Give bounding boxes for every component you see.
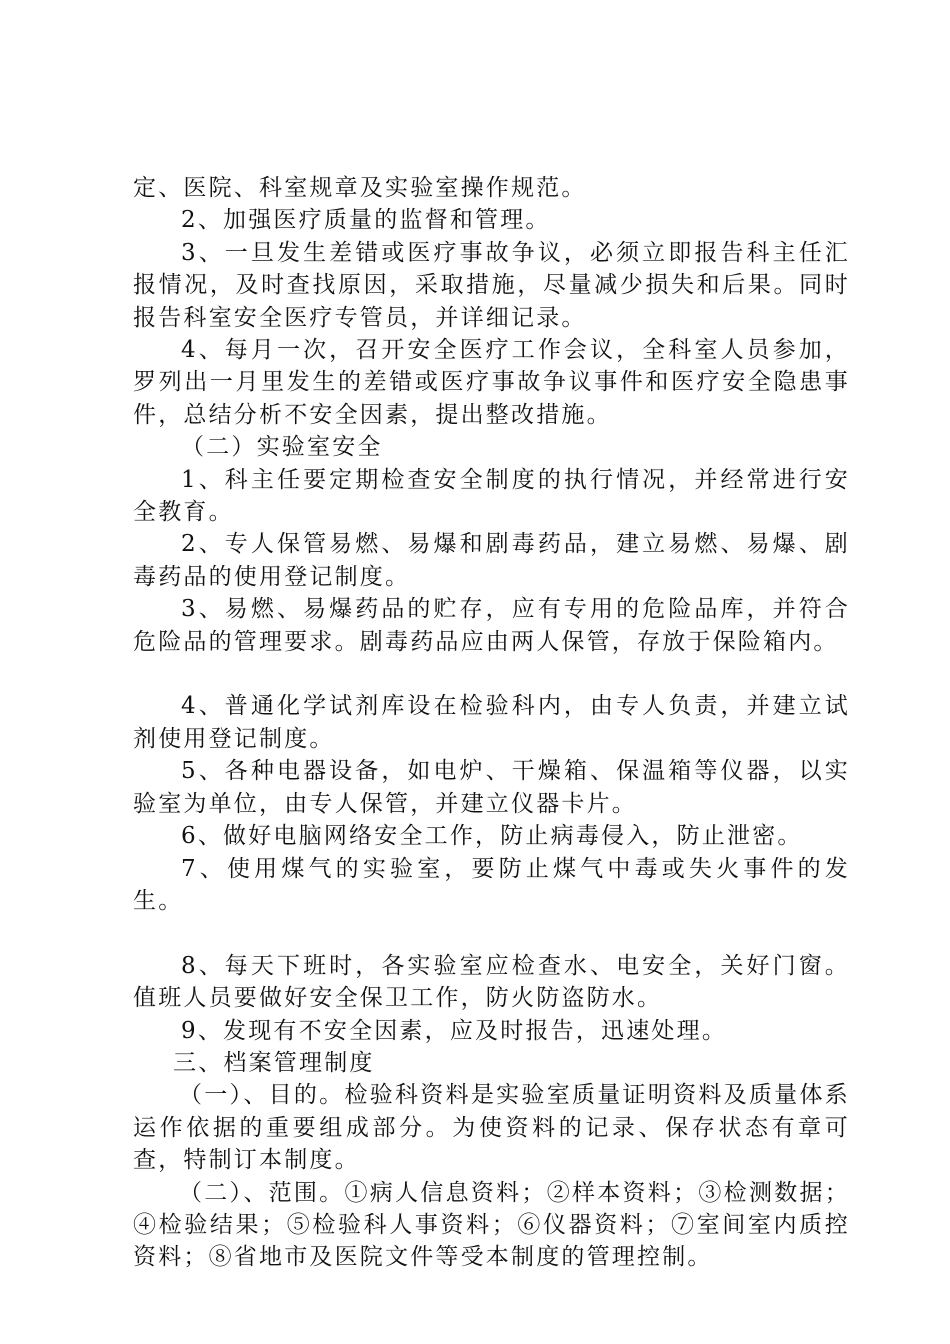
section-heading-archives: 三、档案管理制度 [173,1049,375,1076]
document-body [133,172,850,1274]
paragraph-lab-item-2: 2、专人保管易燃、易爆和剧毒药品，建立易燃、易爆、剧毒药品的使用登记制度。 [133,531,850,590]
paragraph-lab-item-3: 3、易燃、易爆药品的贮存，应有专用的危险品库，并符合危险品的管理要求。剧毒药品应由两人保管，存放于保险箱内。 [133,596,850,655]
paragraph-lab-item-8: 8、每天下班时，各实验室应检查水、电安全，关好门窗。值班人员要做好安全保卫工作，防火防盗防水。 [133,952,850,1012]
blank-line [133,658,850,690]
paragraph-archives-scope: （二）、范围。①病人信息资料；②样本资料；③检测数据；④检验结果；⑤检验科人事资料；⑥仪器资料；⑦室间室内质控资料；⑧省地市及医院文件等受本制度的管理控制。 [133,1179,850,1271]
paragraph-lab-item-9: 9、发现有不安全因素，应及时报告，迅速处理。 [181,1017,728,1044]
blank-line [133,917,850,949]
paragraph-item-3: 3、一旦发生差错或医疗事故争议，必须立即报告科主任汇报情况，及时查找原因，采取措施，尽量减少损失和后果。同时报告科室安全医疗专管员，并详细记录。 [133,239,850,331]
section-heading-lab-safety: （二）实验室安全 [181,434,383,461]
paragraph-lab-item-4: 4、普通化学试剂库设在检验科内，由专人负责，并建立试剂使用登记制度。 [133,693,850,752]
paragraph-lab-item-7: 7、使用煤气的实验室，要防止煤气中毒或失火事件的发生。 [133,855,850,914]
paragraph-item-4: 4、每月一次，召开安全医疗工作会议，全科室人员参加，罗列出一月里发生的差错或医疗事故争议事件和医疗安全隐患事件，总结分析不安全因素，提出整改措施。 [133,337,850,428]
paragraph-lab-item-6: 6、做好电脑网络安全工作，防止病毒侵入，防止泄密。 [181,823,803,850]
paragraph-archives-purpose: （一）、目的。检验科资料是实验室质量证明资料及质量体系运作依据的重要组成部分。为使资料的记录、保存状态有章可查，特制订本制度。 [133,1082,850,1174]
paragraph-item-2: 2、加强医疗质量的监督和管理。 [181,207,551,234]
paragraph-lab-item-1: 1、科主任要定期检查安全制度的执行情况，并经常进行安全教育。 [133,466,850,526]
paragraph-lab-item-5: 5、各种电器设备，如电炉、干燥箱、保温箱等仪器，以实验室为单位，由专人保管，并建立仪器卡片。 [133,758,850,817]
paragraph-continuation: 定、医院、科室规章及实验室操作规范。 [133,175,587,201]
